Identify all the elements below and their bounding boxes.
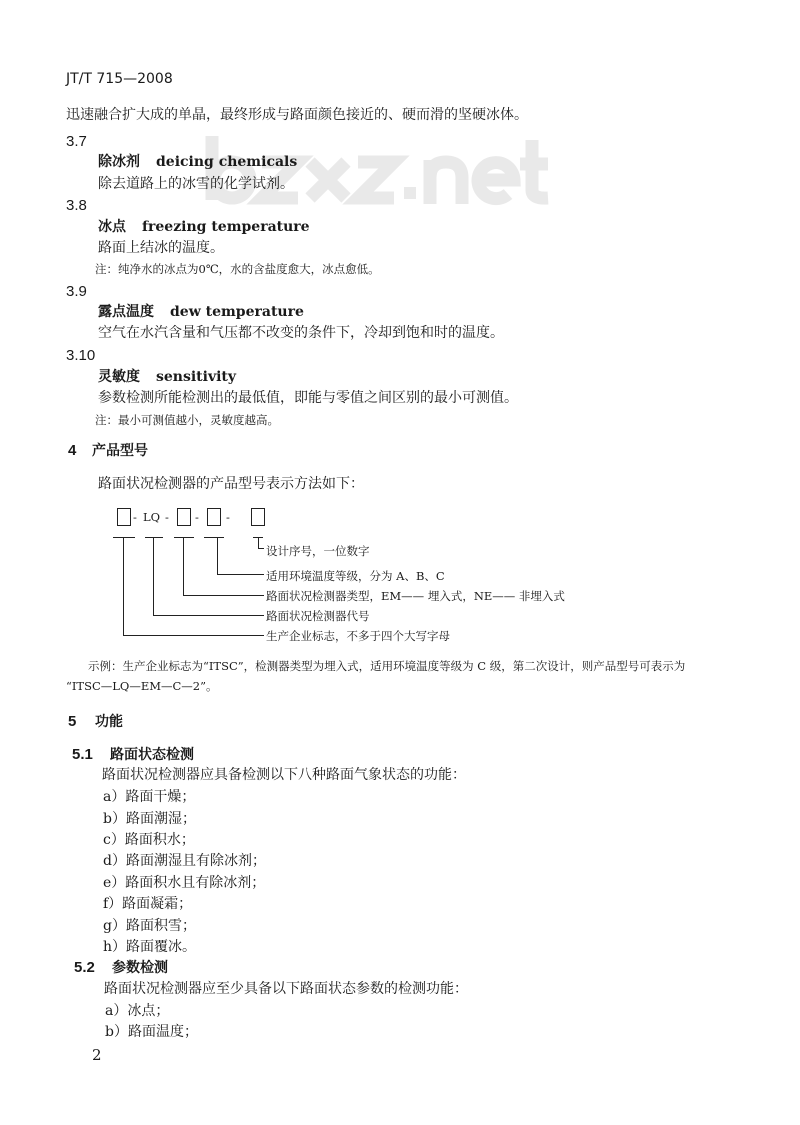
connector-line: [153, 615, 264, 616]
code-lq: LQ: [143, 510, 161, 524]
term-number: 3.10: [66, 347, 96, 364]
term-zh: 露点温度: [98, 304, 154, 320]
list-item: e）路面积水且有除冰剂；: [103, 875, 266, 891]
list-item: b）路面潮湿；: [103, 811, 196, 827]
connector-line: [183, 537, 184, 596]
connector-line: [217, 574, 264, 575]
connector-line: [258, 548, 264, 549]
term-definition: 除去道路上的冰雪的化学试剂。: [98, 176, 294, 192]
document-header: JT/T 715—2008: [66, 71, 173, 87]
list-item: a）路面干燥；: [103, 789, 196, 805]
list-item: h）路面覆冰。: [103, 939, 197, 955]
example-model: “ITSC—LQ—EM—C—2”。: [66, 679, 218, 693]
placeholder-box: [177, 508, 191, 526]
term-note: 注：最小可测值越小，灵敏度越高。: [95, 413, 279, 427]
connector-line: [183, 595, 264, 596]
term-note: 注：纯净水的冰点为0℃，水的含盐度愈大，冰点愈低。: [95, 262, 380, 276]
list-item: g）路面积雪；: [103, 918, 196, 934]
page-number: 2: [92, 1046, 102, 1064]
placeholder-box: [117, 508, 131, 526]
term-zh: 冰点: [98, 219, 126, 235]
diagram-label: 路面状况检测器类型，EM—— 埋入式，NE—— 非埋入式: [266, 589, 565, 603]
list-item: f）路面凝霜；: [103, 896, 193, 912]
list-item: a）冰点；: [105, 1003, 170, 1019]
continuation-text: 迅速融合扩大成的单晶，最终形成与路面颜色接近的、硬而滑的坚硬冰体。: [66, 107, 528, 123]
subsection-number: 5.1: [72, 746, 93, 763]
subsection-title: 参数检测: [112, 960, 168, 976]
underline: [204, 537, 224, 538]
placeholder-box: [207, 508, 221, 526]
section-intro: 路面状况检测器的产品型号表示方法如下：: [98, 476, 364, 492]
dash: -: [165, 510, 169, 524]
list-item: d）路面潮湿且有除冰剂；: [103, 853, 266, 869]
list-item: b）路面温度；: [105, 1024, 198, 1040]
section-title: 产品型号: [92, 443, 148, 459]
term-zh: 除冰剂: [98, 154, 140, 170]
section-number: 5: [68, 713, 77, 730]
term-en: freezing temperature: [142, 219, 310, 235]
term-number: 3.7: [66, 133, 87, 150]
diagram-label: 适用环境温度等级，分为 A、B、C: [266, 569, 445, 583]
term-number: 3.9: [66, 283, 87, 300]
dash: -: [133, 510, 137, 524]
subsection-number: 5.2: [74, 959, 95, 976]
subsection-title: 路面状态检测: [110, 747, 194, 763]
connector-line: [123, 635, 264, 636]
term-number: 3.8: [66, 197, 87, 214]
section-number: 4: [68, 442, 77, 459]
example-text: 示例：生产企业标志为“ITSC”，检测器类型为埋入式，适用环境温度等级为 C 级，第二次设计，则产品型号可表示为: [88, 659, 686, 673]
term-definition: 路面上结冰的温度。: [98, 240, 224, 256]
diagram-label: 设计序号，一位数字: [266, 544, 370, 558]
connector-line: [217, 537, 218, 575]
term-en: sensitivity: [156, 369, 237, 385]
connector-line: [153, 537, 154, 616]
section-title: 功能: [95, 714, 123, 730]
term-definition: 空气在水汽含量和气压都不改变的条件下，冷却到饱和时的温度。: [98, 325, 504, 341]
term-en: deicing chemicals: [156, 154, 298, 170]
term-zh: 灵敏度: [98, 369, 140, 385]
dash: -: [226, 510, 230, 524]
placeholder-box: [251, 508, 265, 526]
subsection-intro: 路面状况检测器应至少具备以下路面状态参数的检测功能：: [104, 981, 468, 997]
diagram-label: 路面状况检测器代号: [266, 609, 370, 623]
subsection-intro: 路面状况检测器应具备检测以下八种路面气象状态的功能：: [102, 767, 466, 783]
dash: -: [195, 510, 199, 524]
list-item: c）路面积水；: [103, 832, 195, 848]
term-definition: 参数检测所能检测出的最低值，即能与零值之间区别的最小可测值。: [98, 390, 518, 406]
diagram-label: 生产企业标志，不多于四个大写字母: [266, 629, 450, 643]
term-en: dew temperature: [170, 304, 304, 320]
connector-line: [123, 537, 124, 636]
